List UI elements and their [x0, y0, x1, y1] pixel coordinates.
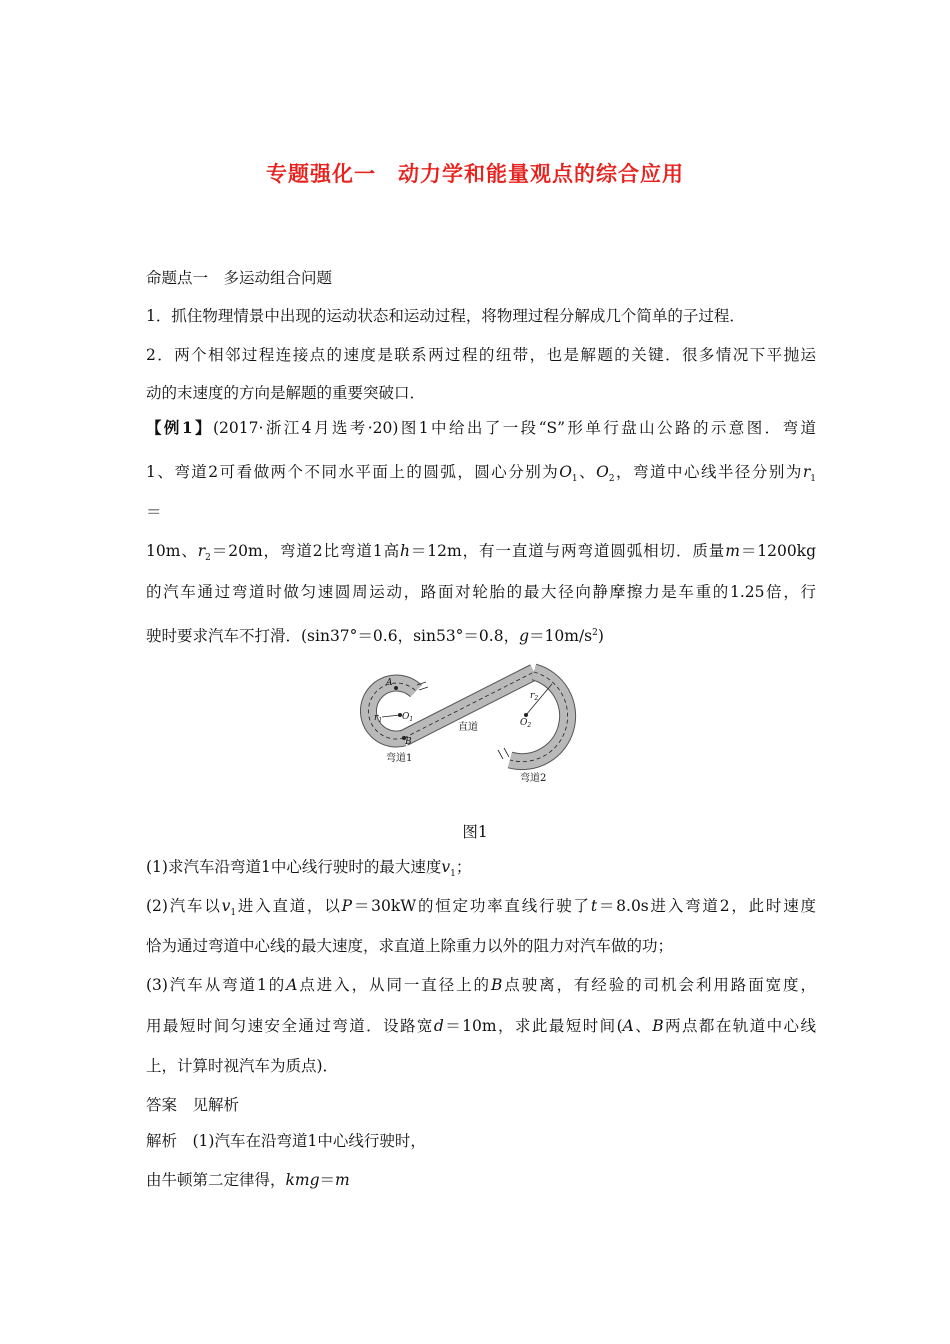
example-source: (2017·浙江4月选考·20)图1中给出了一段“S”形单行盘山公路的示意图．弯道	[212, 419, 816, 437]
symbol-h: h	[399, 542, 410, 560]
symbol-r2: r	[197, 542, 206, 560]
text-segment: 、	[577, 463, 597, 481]
analysis-line-2	[146, 1170, 816, 1190]
symbol-b: B	[490, 976, 503, 994]
label-r1: $r_1$	[374, 713, 383, 724]
question-1	[146, 857, 816, 884]
text-segment: 驶时要求汽车不打滑．(sin37°＝0.6，sin53°＝0.8，	[146, 627, 520, 646]
example-line-1	[146, 418, 816, 438]
text-segment: 用最短时间匀速安全通过弯道．设路宽	[146, 1017, 434, 1035]
text-segment: ＝	[319, 1171, 336, 1189]
question-3-line-3: 上，计算时视汽车为质点)．	[146, 1057, 339, 1075]
label-a: A	[386, 678, 393, 688]
label-r2: $r_2$	[530, 691, 539, 702]
symbol-p: P	[341, 897, 353, 915]
question-3-line-2	[146, 1016, 816, 1036]
subscript: 1	[450, 869, 456, 880]
symbol-t: t	[590, 897, 598, 915]
example-line-5: 的汽车通过弯道时做匀速圆周运动，路面对轮胎的最大径向静摩擦力是车重的1.25倍，行	[146, 583, 816, 601]
symbol-o2: O	[596, 463, 609, 481]
label-o2: $O_2$	[520, 718, 532, 729]
text-segment: 由牛顿第二定律得，	[146, 1171, 286, 1189]
symbol-kmg: kmg	[285, 1171, 320, 1189]
symbol-o1: O	[559, 463, 572, 481]
symbol-b: B	[652, 1017, 664, 1035]
text-segment: (2)汽车以	[146, 897, 222, 915]
text-segment: ＝12m，有一直道与两弯道圆弧相切．质量	[409, 542, 726, 560]
label-straight-road: 直道	[458, 722, 478, 733]
text-segment: (1)求汽车沿弯道1中心线行驶时的最大速度	[146, 858, 442, 876]
symbol-a: A	[622, 1017, 634, 1035]
subscript: 2	[608, 474, 615, 485]
text-segment: 1、弯道2可看做两个不同水平面上的圆弧，圆心分别为	[146, 463, 560, 481]
point-2-line-1: 2．两个相邻过程连接点的速度是联系两过程的纽带，也是解题的关键．很多情况下平抛运	[146, 346, 816, 364]
symbol-d: d	[433, 1017, 444, 1035]
symbol-v1: v	[221, 897, 231, 915]
text-segment: )	[597, 627, 604, 646]
subscript: 1	[810, 474, 816, 485]
example-line-2	[146, 462, 816, 489]
symbol-v1: v	[441, 858, 451, 876]
label-b: B	[405, 737, 412, 747]
text-segment: 点进入，从同一直径上的	[297, 976, 491, 994]
text-segment: ＝20m，弯道2比弯道1高	[210, 542, 400, 560]
answer: 答案 见解析	[146, 1096, 240, 1114]
road-shape	[368, 672, 567, 762]
label-bend-1: 弯道1	[386, 753, 413, 764]
text-segment: 10m、	[146, 542, 198, 560]
section-heading: 命题点一 多运动组合问题	[146, 269, 333, 287]
page-title: 专题强化一 动力学和能量观点的综合应用	[266, 162, 684, 186]
text-segment: ＝30kW的恒定功率直线行驶了	[352, 897, 591, 915]
label-bend-2: 弯道2	[520, 773, 547, 784]
figure-caption: 图1	[462, 823, 488, 841]
symbol-a: A	[286, 976, 298, 994]
text-segment: (3)汽车从弯道1的	[146, 976, 287, 994]
equals-line: ＝	[146, 503, 162, 521]
subscript: 2	[205, 553, 211, 564]
question-2-line-1	[146, 896, 816, 923]
text-segment: 、	[633, 1017, 653, 1035]
text-segment: ＝8.0s进入弯道2，此时速度	[597, 897, 816, 915]
text-segment: ＝10m/s	[529, 627, 593, 646]
symbol-m: m	[335, 1171, 350, 1189]
question-3-line-1	[146, 975, 816, 995]
example-tag: 【例1】	[146, 418, 213, 437]
symbol-r1: r	[802, 463, 811, 481]
label-o1: $O_1$	[402, 712, 414, 723]
point-2-line-2: 动的末速度的方向是解题的重要突破口．	[146, 384, 426, 402]
example-line-6	[146, 623, 816, 646]
text-segment: ，弯道中心线半径分别为	[614, 463, 803, 481]
subscript: 1	[230, 908, 237, 919]
example-line-4	[146, 541, 816, 568]
text-segment: ＝10m，求此最短时间(	[443, 1017, 623, 1035]
superscript: 2	[592, 628, 598, 638]
question-2-line-2: 恰为通过弯道中心线的最大速度，求直道上除重力以外的阻力对汽车做的功；	[146, 937, 674, 955]
road-diagram	[360, 660, 600, 795]
symbol-g: g	[519, 627, 530, 646]
text-segment: 进入直道，以	[236, 897, 342, 915]
text-segment: 两点都在轨道中心线	[663, 1017, 816, 1035]
text-segment: 点驶离，有经验的司机会利用路面宽度，	[502, 976, 816, 994]
text-segment: ＝1200kg	[739, 542, 816, 560]
text-segment: ；	[455, 858, 472, 876]
point-1: 1．抓住物理情景中出现的运动状态和运动过程，将物理过程分解成几个简单的子过程．	[146, 307, 745, 325]
analysis-line-1: 解析 (1)汽车在沿弯道1中心线行驶时，	[146, 1132, 426, 1150]
subscript: 1	[571, 474, 578, 485]
symbol-m: m	[725, 542, 740, 560]
